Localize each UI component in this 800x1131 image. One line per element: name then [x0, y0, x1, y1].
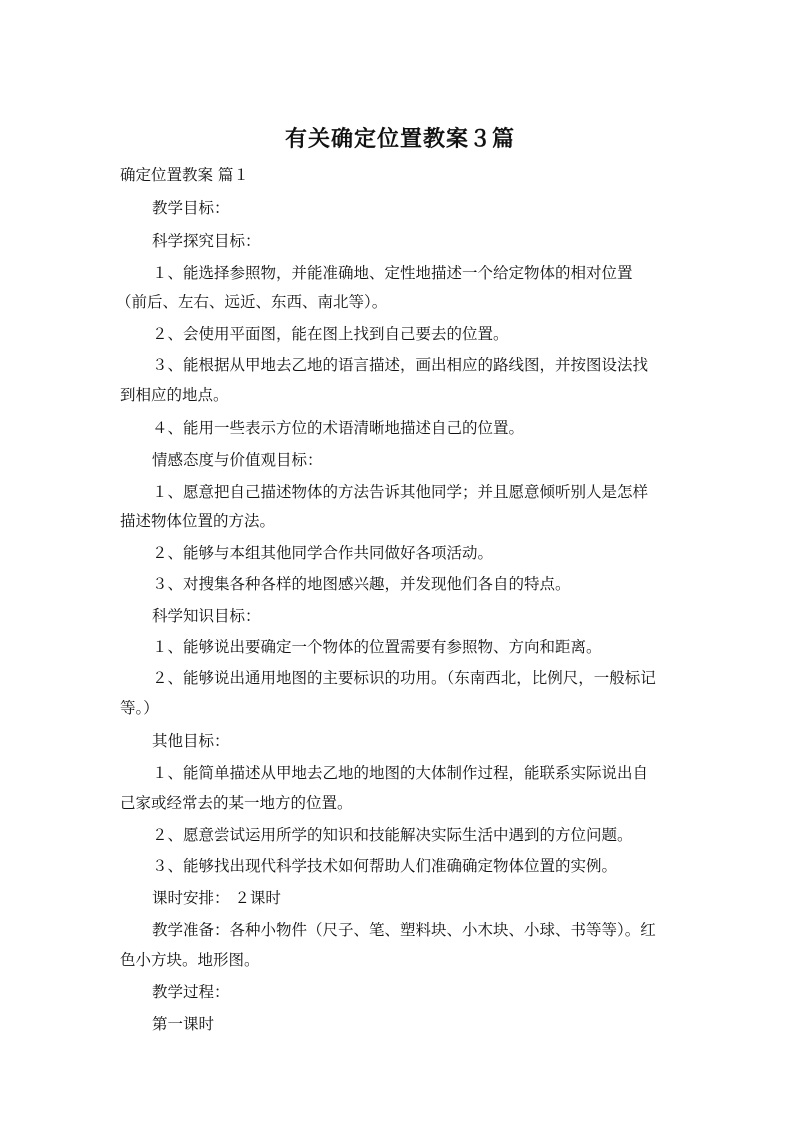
paragraph-line: ３、能够找出现代科学技术如何帮助人们准确确定物体位置的实例。: [152, 857, 618, 875]
paragraph-line: １、能够说出要确定一个物体的位置需要有参照物、方向和距离。: [152, 638, 602, 656]
paragraph-line: 色小方块。地形图。: [120, 951, 260, 969]
paragraph-line: ３、对搜集各种各样的地图感兴趣，并发现他们各自的特点。: [152, 575, 571, 593]
paragraph-line: ２、能够与本组其他同学合作共同做好各项活动。: [152, 544, 494, 562]
paragraph-line: １、能选择参照物，并能准确地、定性地描述一个给定物体的相对位置: [152, 264, 633, 282]
paragraph-line: 课时安排： ２课时: [152, 889, 281, 907]
paragraph-line: 其他目标：: [152, 732, 230, 750]
paragraph-line: 到相应的地点。: [120, 386, 229, 404]
paragraph-line: （前后、左右、远近、东西、南北等）。: [116, 293, 388, 311]
paragraph-line: 描述物体位置的方法。: [120, 512, 276, 530]
paragraph-line: ４、能用一些表示方位的术语清晰地描述自己的位置。: [152, 419, 525, 437]
paragraph-line: 等。）: [120, 699, 159, 717]
document-title: 有关确定位置教案３篇: [284, 127, 515, 152]
paragraph-line: １、能简单描述从甲地去乙地的地图的大体制作过程，能联系实际说出自: [152, 764, 649, 782]
paragraph-line: ３、能根据从甲地去乙地的语言描述，画出相应的路线图，并按图设法找: [152, 356, 649, 374]
paragraph-line: ２、能够说出通用地图的主要标识的功用。（东南西北，比例尺，一般标记: [152, 669, 656, 687]
paragraph-line: 科学知识目标：: [152, 607, 261, 625]
paragraph-line: ２、会使用平面图，能在图上找到自己要去的位置。: [152, 325, 509, 343]
paragraph-line: 教学准备：各种小物件（尺子、笔、塑料块、小木块、小球、书等等）。红: [152, 921, 656, 939]
paragraph-line: 确定位置教案 篇１: [120, 166, 249, 184]
paragraph-line: 教学目标：: [152, 199, 230, 217]
paragraph-line: 己家或经常去的某一地方的位置。: [120, 794, 353, 812]
paragraph-line: 科学探究目标：: [152, 232, 261, 250]
paragraph-line: 教学过程：: [152, 983, 230, 1001]
paragraph-line: ２、愿意尝试运用所学的知识和技能解决实际生活中遇到的方位问题。: [152, 826, 633, 844]
paragraph-line: 情感态度与价值观目标：: [152, 451, 323, 469]
paragraph-line: 第一课时: [152, 1015, 215, 1033]
paragraph-line: １、愿意把自己描述物体的方法告诉其他同学；并且愿意倾听别人是怎样: [152, 483, 649, 501]
